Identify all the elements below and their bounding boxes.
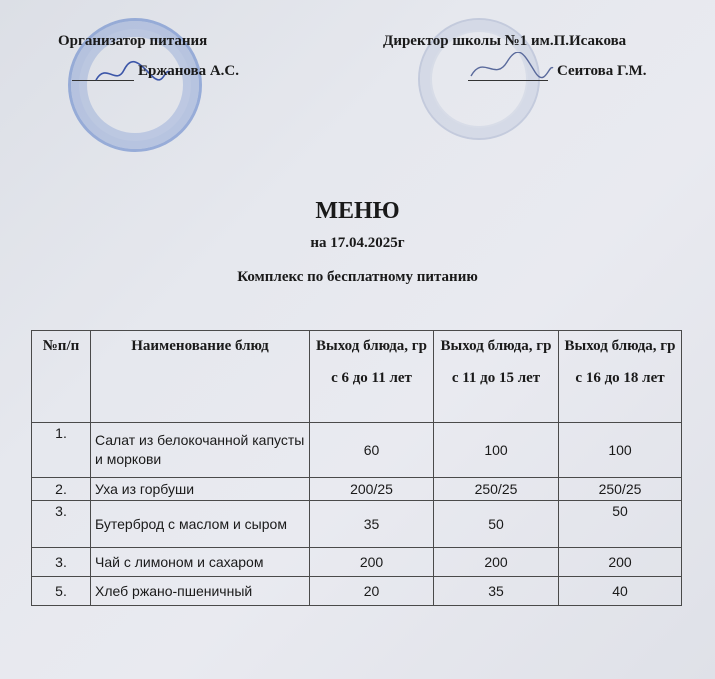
menu-title: МЕНЮ xyxy=(315,198,400,224)
table-row: 3. Бутерброд с маслом и сыром 35 50 50 xyxy=(32,501,682,548)
table-row: 1. Салат из белокочанной капусты и моркови 60 100 100 xyxy=(32,423,682,478)
table-row: 3. Чай с лимоном и сахаром 200 200 200 xyxy=(32,548,682,577)
menu-date: на 17.04.2025г xyxy=(310,235,405,251)
organizer-title: Организатор питания xyxy=(58,33,208,49)
menu-table xyxy=(31,330,682,606)
director-title: Директор школы №1 им.П.Исакова xyxy=(383,33,627,49)
col-header-16-18: Выход блюда, гр с 16 до 18 лет xyxy=(559,331,682,423)
table-row: 5. Хлеб ржано-пшеничный 20 35 40 xyxy=(32,577,682,606)
organizer-name: Ержанова А.С. xyxy=(138,63,240,79)
menu-subtitle: Комплекс по бесплатному питанию xyxy=(237,269,478,285)
col-header-6-11: Выход блюда, гр с 6 до 11 лет xyxy=(310,331,434,423)
table-row: 2. Уха из горбуши 200/25 250/25 250/25 xyxy=(32,478,682,501)
col-header-11-15: Выход блюда, гр с 11 до 15 лет xyxy=(434,331,559,423)
col-header-number: №п/п xyxy=(32,331,91,423)
director-signature xyxy=(465,52,555,84)
director-name: Сеитова Г.М. xyxy=(557,63,647,79)
col-header-name: Наименование блюд xyxy=(91,331,310,423)
